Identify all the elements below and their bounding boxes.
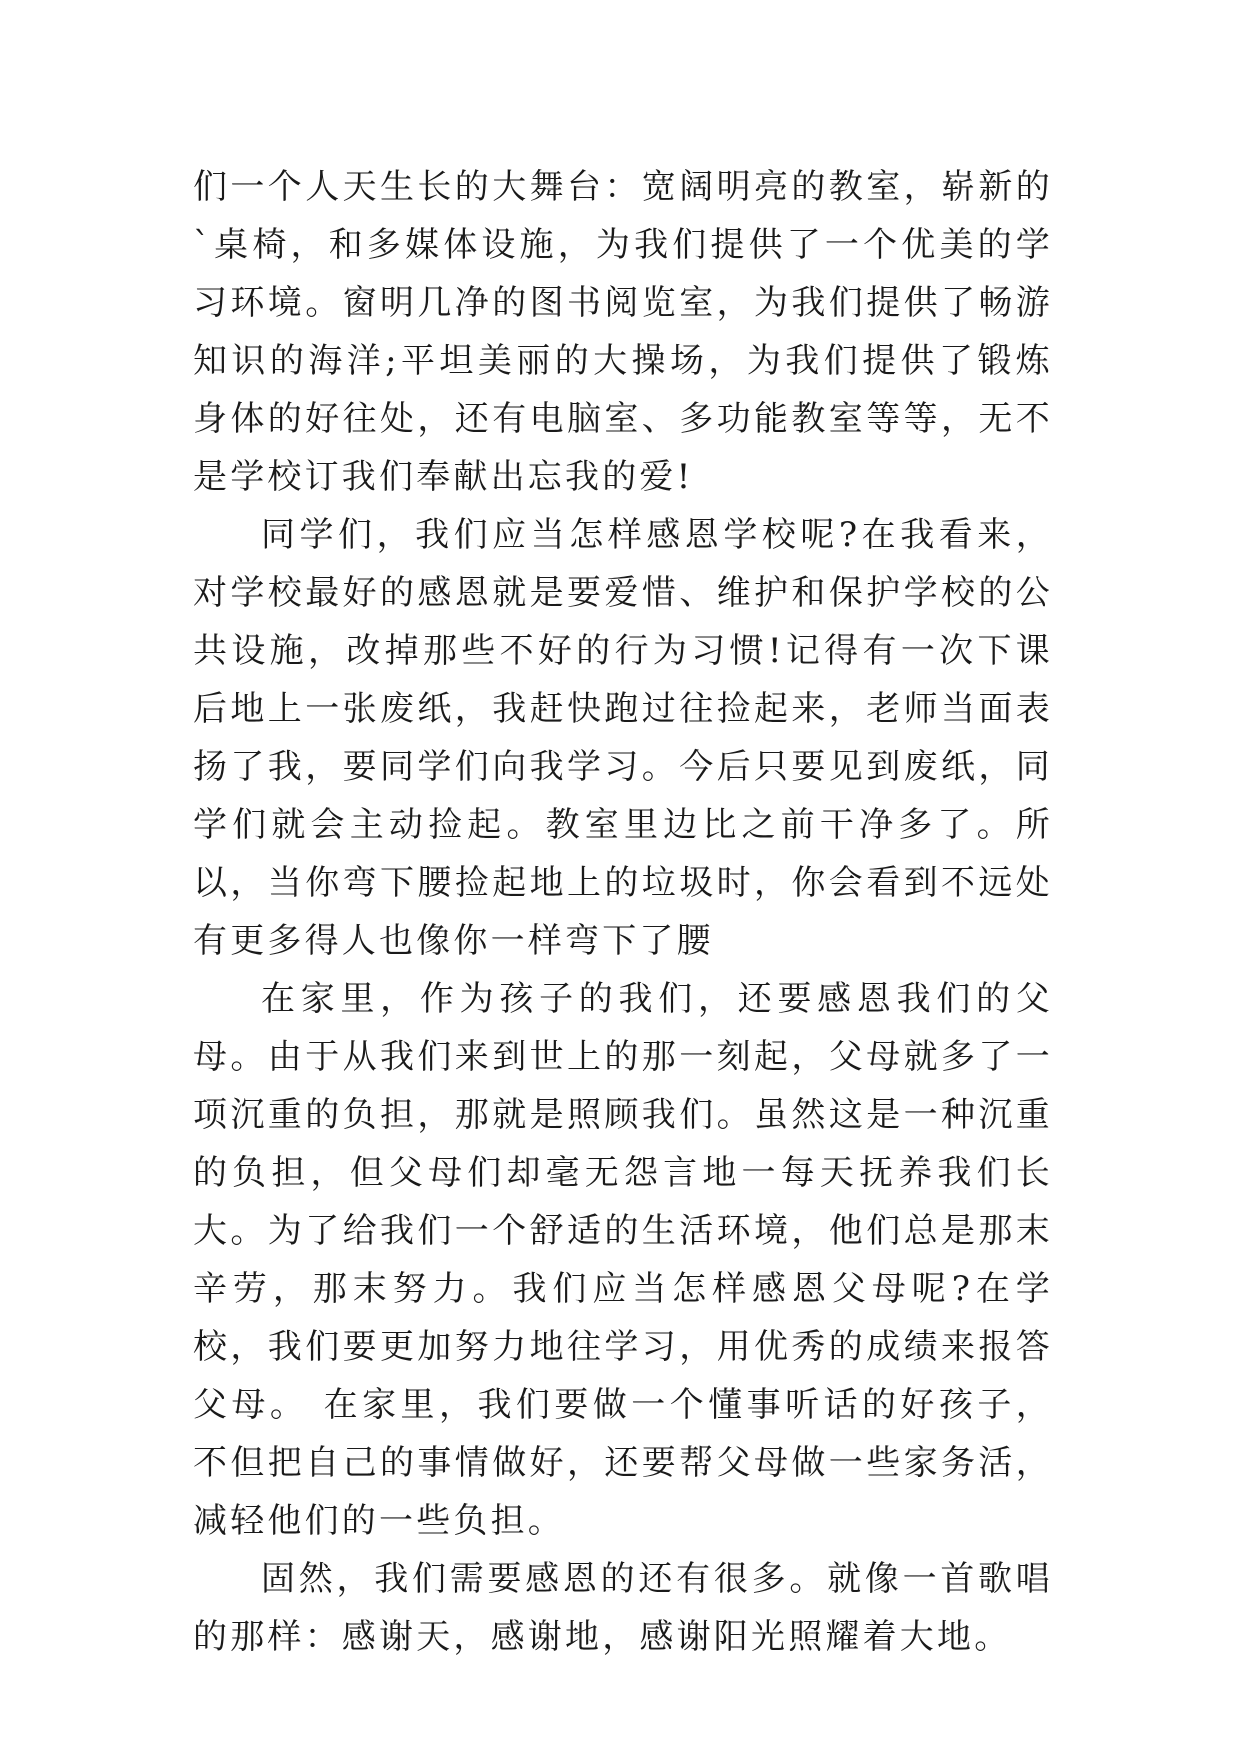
paragraph-3: 在家里，作为孩子的我们，还要感恩我们的父母。由于从我们来到世上的那一刻起，父母就多了一项沉重的负担，那就是照顾我们。虽然这是一种沉重的负担，但父母们却毫无怨言地一每天抚养我们长大。为了给我们一个舒适的生活环境，他们总是那末辛劳，那末努力。我们应当怎样感恩父母呢?在学校，我们要更加努力地往学习，用优秀的成绩来报答父母。 在家里，我们要做一个懂事听话的好孩子，不但把自己的事情做好，还要帮父母做一些家务活，减轻他们的一些负担。: [193, 979, 1053, 1541]
paragraph-4: 固然，我们需要感恩的还有很多。就像一首歌唱的那样：感谢天，感谢地，感谢阳光照耀着大地。: [193, 1559, 1053, 1657]
document-body: [193, 158, 1053, 1666]
paragraph-1: 们一个人天生长的大舞台：宽阔明亮的教室，崭新的`桌椅，和多媒体设施，为我们提供了一个优美的学习环境。窗明几净的图书阅览室，为我们提供了畅游知识的海洋;平坦美丽的大操场，为我们提供了锻炼身体的好往处，还有电脑室、多功能教室等等，无不是学校订我们奉献出忘我的爱!: [193, 167, 1053, 497]
paragraph-2: 同学们，我们应当怎样感恩学校呢?在我看来，对学校最好的感恩就是要爱惜、维护和保护学校的公共设施，改掉那些不好的行为习惯!记得有一次下课后地上一张废纸，我赶快跑过往捡起来，老师当面表扬了我，要同学们向我学习。今后只要见到废纸，同学们就会主动捡起。教室里边比之前干净多了。所以，当你弯下腰捡起地上的垃圾时，你会看到不远处有更多得人也像你一样弯下了腰: [193, 515, 1053, 961]
